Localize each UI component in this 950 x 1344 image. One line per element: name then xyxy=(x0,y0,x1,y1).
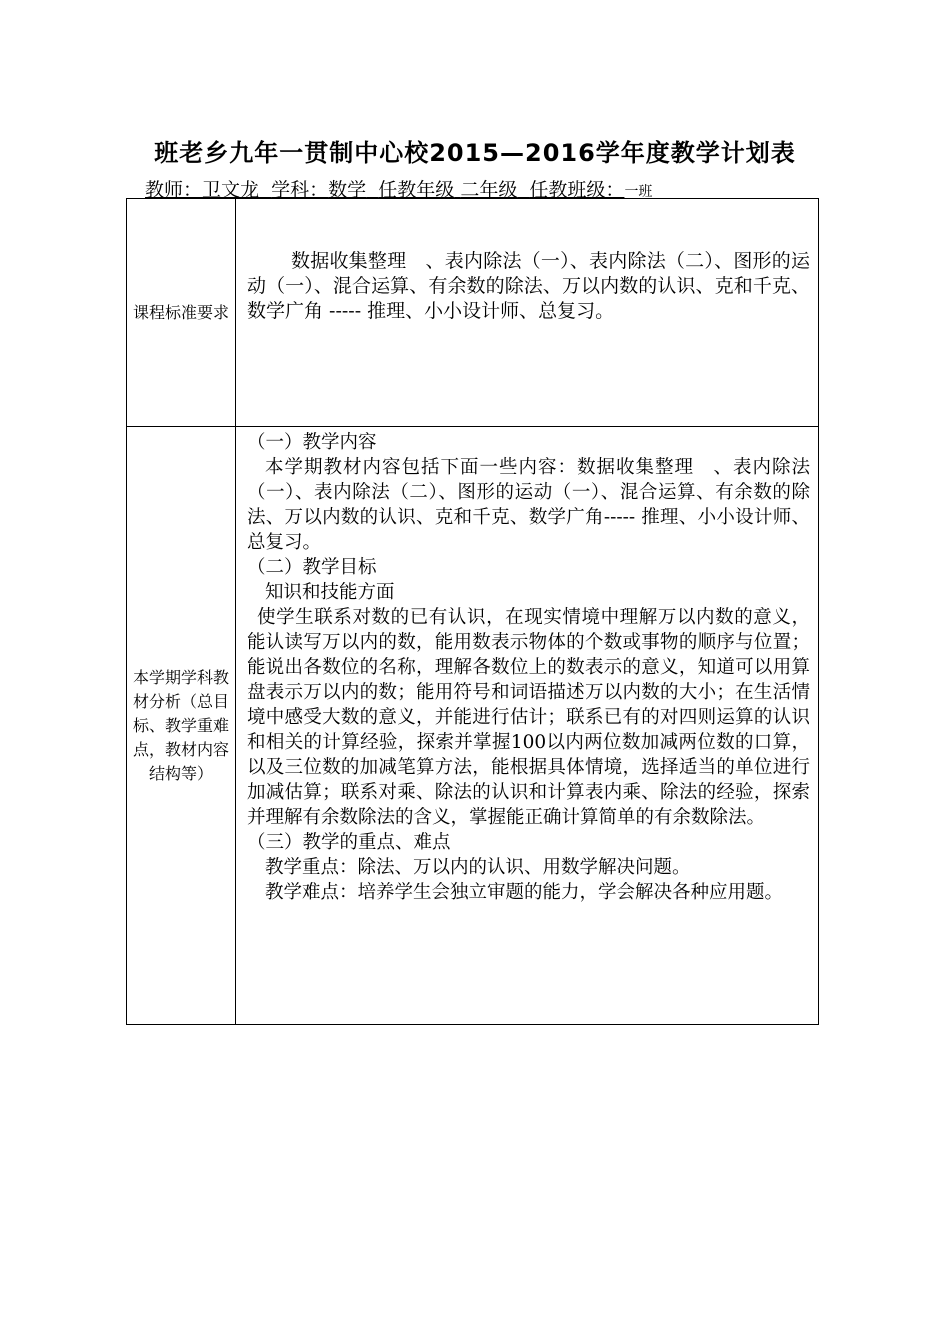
row-label-text: 课程标准要求 xyxy=(133,302,230,322)
row-label-analysis xyxy=(127,427,236,1025)
section-paragraph: 使学生联系对数的已有认识，在现实情境中理解万以内数的意义，能认读写万以内的数，能用数表示物体的个数或事物的顺序与位置；能说出各数位的名称，理解各数位上的数表示的意义，知道可以用算盘表示万以内的数；能用符号和词语描述万以内数的大小；在生活情境中感受大数的意义，并能进行估计；联系已有的对四则运算的认识和相关的计算经验，探索并掌握100以内两位数加减两位数的口算，以及三位数的加减笔算方法，能根据具体情境，选择适当的单位进行加减估算；联系对乘、除法的认识和计算表内乘、除法的经验，探索并理解有余数除法的含义，掌握能正确计算简单的有余数除法。 xyxy=(247,607,810,828)
teacher-label: 教师： xyxy=(145,179,203,201)
row-label-curriculum xyxy=(127,199,236,427)
section-paragraph: 本学期教材内容包括下面一些内容：数据收集整理 、表内除法（一）、表内除法（二）、图形的运动（一）、混合运算、有余数的除法、万以内数的认识、克和千克、数学广角----- 推理、小小设计师、总复习。 xyxy=(247,457,810,553)
key-points: 教学重点：除法、万以内的认识、用数学解决问题。 xyxy=(265,857,691,878)
curriculum-text: 数据收集整理 、表内除法（一）、表内除法（二）、图形的运动（一）、混合运算、有余数的除法、万以内数的认识、克和千克、数学广角 ----- 推理、小小设计师、总复习。 xyxy=(247,250,810,322)
grade-label: 任教年级 xyxy=(378,179,455,201)
plan-table xyxy=(126,198,819,1025)
analysis-cell xyxy=(236,427,819,1025)
curriculum-cell xyxy=(236,199,819,427)
subject-label: 学科： xyxy=(271,179,329,201)
difficult-points: 教学难点：培养学生会独立审题的能力，学会解决各种应用题。 xyxy=(265,882,784,903)
document-title: 班老乡九年一贯制中心校2015—2016学年度教学计划表 xyxy=(154,139,796,167)
class-label: 任教班级： xyxy=(529,179,625,201)
section-heading: （三）教学的重点、难点 xyxy=(247,832,451,853)
grade-value: 二年级 xyxy=(460,179,518,201)
section-subheading: 知识和技能方面 xyxy=(265,582,395,603)
section-heading: （二）教学目标 xyxy=(247,557,377,578)
subject-value: 数学 xyxy=(328,179,367,201)
section-heading: （一）教学内容 xyxy=(247,432,377,453)
curriculum-requirements xyxy=(236,199,818,324)
textbook-analysis xyxy=(236,427,818,905)
row-label-text: 本学期学科教材分析（总目标、教学重难点，教材内容结构等） xyxy=(133,667,230,783)
table-row xyxy=(127,427,819,1025)
teacher-name: 卫文龙 xyxy=(202,179,260,201)
class-value: 一班 xyxy=(624,184,653,200)
table-row xyxy=(127,199,819,427)
